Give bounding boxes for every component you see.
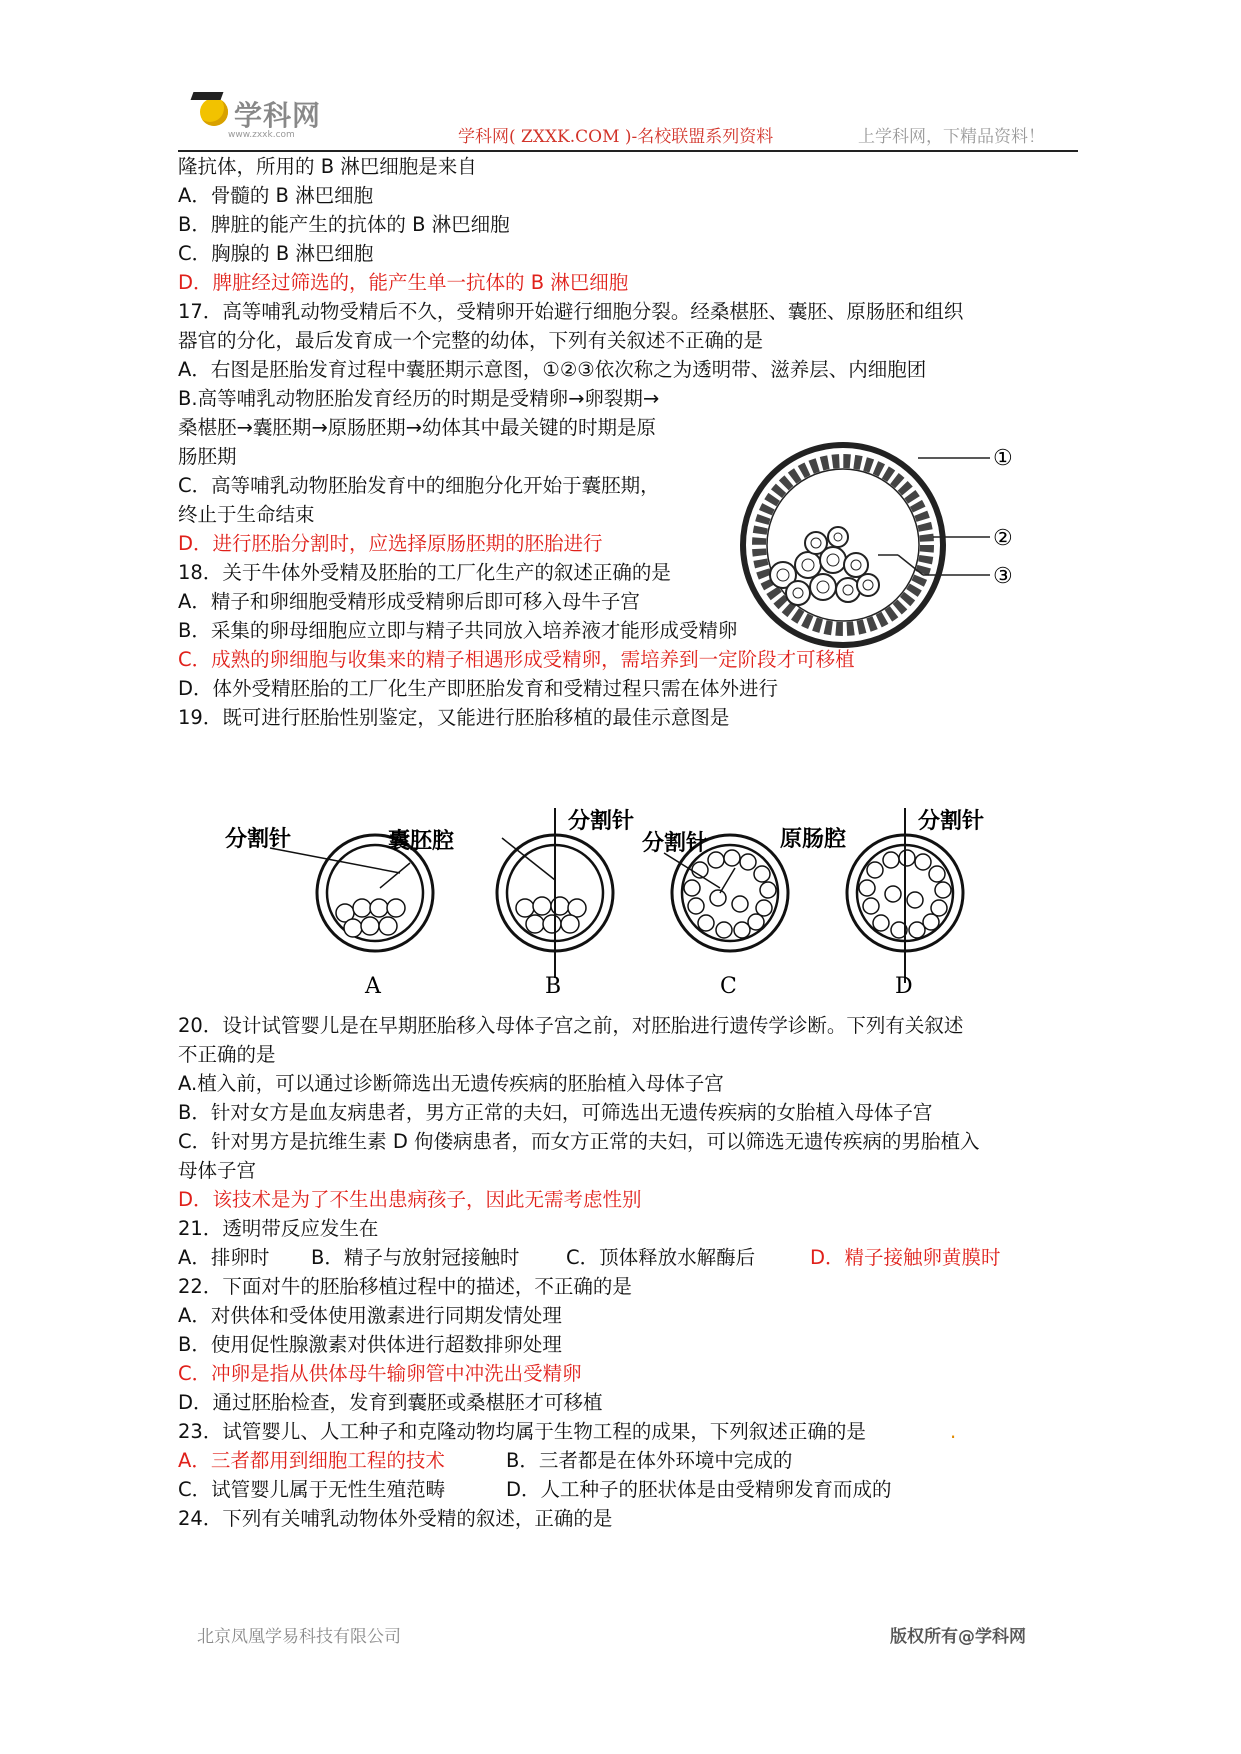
panel-d [847,808,984,999]
answer-line: C．成熟的卵细胞与收集来的精子相遇形成受精卵，需培养到一定阶段才可移植 [178,648,855,671]
tool-label-a: 分割针 [225,827,292,852]
logo-icon [200,98,228,126]
q23-option-c: C．试管婴儿属于无性生殖范畴 [178,1478,446,1501]
embryo-splitting-figure [225,808,1010,1000]
blastocyst-figure [738,425,1038,665]
text-line: B．针对女方是血友病患者，男方正常的夫妇，可筛选出无遗传疾病的女胎植入母体子宫 [178,1101,933,1124]
text-line: D．体外受精胚胎的工厂化生产即胚胎发育和受精过程只需在体外进行 [178,677,779,700]
graduation-cap-icon [191,92,224,100]
question-18: 18．关于牛体外受精及胚胎的工厂化生产的叙述正确的是 [178,561,671,584]
question-24: 24．下列有关哺乳动物体外受精的叙述，正确的是 [178,1507,613,1530]
text-line: B．采集的卵母细胞应立即与精子共同放入培养液才能形成受精卵 [178,619,738,642]
answer-line: D．进行胚胎分割时，应选择原肠胚期的胚胎进行 [178,532,603,555]
header-center-text: 学科网( ZXXK.COM )-名校联盟系列资料 [458,127,774,147]
text-line: B．脾脏的能产生的抗体的 B 淋巴细胞 [178,213,510,236]
answer-line: C．冲卵是指从供体母牛输卵管中冲洗出受精卵 [178,1362,582,1385]
text-line: 终止于生命结束 [178,503,315,526]
text-line: C．高等哺乳动物胚胎发育中的细胞分化开始于囊胚期， [178,474,660,497]
text-line: C．针对男方是抗维生素 D 佝偻病患者，而女方正常的夫妇，可以筛选无遗传疾病的男胎植入 [178,1130,980,1153]
logo-url: www.zxxk.com [228,130,295,140]
q23-option-b: B．三者都是在体外环境中完成的 [506,1449,793,1472]
footer-company: 北京凤凰学易科技有限公司 [197,1627,401,1647]
label-3: ③ [993,564,1013,589]
logo-text: 学科网 [234,99,322,132]
q21-option-d: D．精子接触卵黄膜时 [810,1246,1001,1269]
text-line: A．骨髓的 B 淋巴细胞 [178,184,374,207]
question-22: 22．下面对牛的胚胎移植过程中的描述，不正确的是 [178,1275,632,1298]
orange-dot: . [950,1420,957,1443]
q21-option-b: B．精子与放射冠接触时 [311,1246,520,1269]
panel-a [225,826,454,999]
label-2: ② [993,526,1013,551]
text-line: B.高等哺乳动物胚胎发育经历的时期是受精卵→卵裂期→ [178,387,660,410]
question-23: 23．试管婴儿、人工种子和克隆动物均属于生物工程的成果，下列叙述正确的是 [178,1420,866,1443]
q21-option-a: A．排卵时 [178,1246,270,1269]
question-20: 20．设计试管婴儿是在早期胚胎移入母体子宫之前，对胚胎进行遗传学诊断。下列有关叙述 [178,1014,964,1037]
panel-label-b: B [545,974,562,999]
text-line: C．胸腺的 B 淋巴细胞 [178,242,374,265]
header-right-text: 上学科网，下精品资料！ [858,127,1045,147]
footer-copyright: 版权所有@学科网 [890,1627,1026,1647]
tool-label-b: 分割针 [568,809,635,834]
gut-label: 原肠腔 [780,827,847,852]
answer-line: D．脾脏经过筛选的，能产生单一抗体的 B 淋巴细胞 [178,271,629,294]
text-line: 器官的分化，最后发育成一个完整的幼体，下列有关叙述不正确的是 [178,329,764,352]
answer-line: D．该技术是为了不生出患病孩子，因此无需考虑性别 [178,1188,642,1211]
text-line: B．使用促性腺激素对供体进行超数排卵处理 [178,1333,562,1356]
panel-c [642,827,846,999]
question-17: 17．高等哺乳动物受精后不久，受精卵开始避行细胞分裂。经桑椹胚、囊胚、原肠胚和组织 [178,300,964,323]
page-header [178,86,1078,152]
tool-label-d: 分割针 [918,809,985,834]
tool-label-c: 分割针 [642,831,709,856]
q23-option-d: D．人工种子的胚状体是由受精卵发育而成的 [506,1478,892,1501]
question-19: 19．既可进行胚胎性别鉴定，又能进行胚胎移植的最佳示意图是 [178,706,730,729]
panel-label-d: D [895,974,913,999]
label-1: ① [993,446,1013,471]
text-line: 母体子宫 [178,1159,257,1182]
text-line: A．右图是胚胎发育过程中囊胚期示意图，①②③依次称之为透明带、滋养层、内细胞团 [178,358,927,381]
text-line: A．精子和卵细胞受精形成受精卵后即可移入母牛子宫 [178,590,640,613]
text-line: 肠胚期 [178,445,237,468]
cavity-label: 囊胚腔 [388,829,455,854]
text-line: A．对供体和受体使用激素进行同期发情处理 [178,1304,562,1327]
text-line: A.植入前，可以通过诊断筛选出无遗传疾病的胚胎植入母体子宫 [178,1072,724,1095]
text-line: 隆抗体，所用的 B 淋巴细胞是来自 [178,155,477,178]
panel-label-a: A [365,974,381,999]
question-21: 21．透明带反应发生在 [178,1217,379,1240]
text-line: 不正确的是 [178,1043,276,1066]
text-line: 桑椹胚→囊胚期→原肠胚期→幼体其中最关键的时期是原 [178,416,657,439]
q23-option-a: A．三者都用到细胞工程的技术 [178,1449,445,1472]
text-line: D．通过胚胎检查，发育到囊胚或桑椹胚才可移植 [178,1391,603,1414]
panel-b [497,808,634,999]
panel-label-c: C [720,974,737,999]
q21-option-c: C．顶体释放水解酶后 [566,1246,756,1269]
